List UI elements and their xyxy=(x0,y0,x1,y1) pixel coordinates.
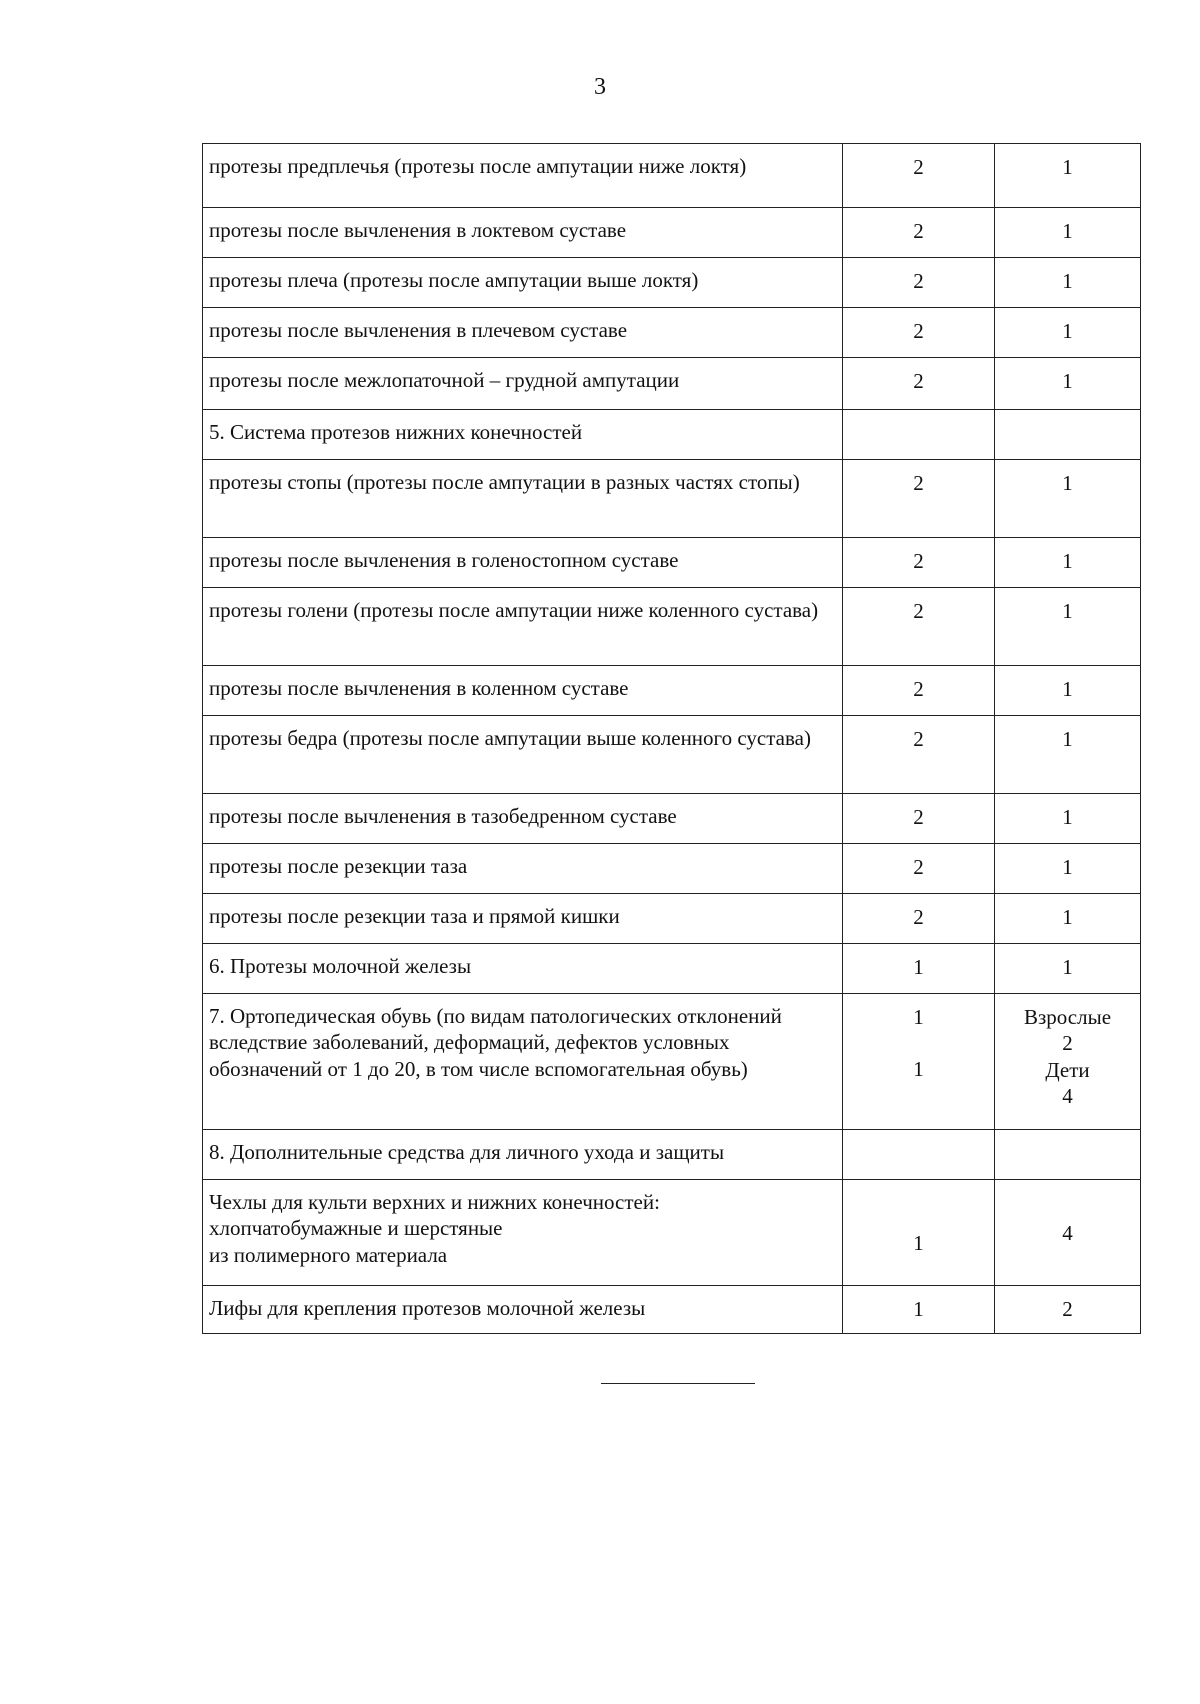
item-count-a: 2 xyxy=(843,844,995,894)
item-count-b: 1 xyxy=(995,716,1141,794)
item-count-b: 1 xyxy=(995,538,1141,588)
table-row xyxy=(203,794,1141,844)
table-row xyxy=(203,588,1141,666)
value-adults: 2 xyxy=(1062,1031,1073,1056)
item-count-b: 1 xyxy=(995,144,1141,208)
item-name: 5. Система протезов нижних конечностей xyxy=(203,410,843,460)
item-count-a: 2 xyxy=(843,538,995,588)
item-name: протезы предплечья (протезы после ампутации ниже локтя) xyxy=(203,144,843,208)
table-row xyxy=(203,258,1141,308)
table-row xyxy=(203,208,1141,258)
item-count-b: 1 xyxy=(995,666,1141,716)
item-name: протезы после вычленения в голеностопном суставе xyxy=(203,538,843,588)
table-row xyxy=(203,358,1141,410)
item-count-a: 2 xyxy=(843,588,995,666)
item-count-b: 1 xyxy=(995,894,1141,944)
value-children: 4 xyxy=(1062,1083,1073,1108)
item-count-b xyxy=(995,1130,1141,1180)
row-stump-covers xyxy=(203,1180,1141,1286)
item-count-b: 1 xyxy=(995,308,1141,358)
item-count-a: 2 xyxy=(843,258,995,308)
table-row xyxy=(203,844,1141,894)
section-heading: 8. Дополнительные средства для личного ухода и защиты xyxy=(203,1130,843,1180)
item-count-a: 2 xyxy=(843,208,995,258)
item-name: протезы голени (протезы после ампутации ниже коленного сустава) xyxy=(203,588,843,666)
item-name: протезы после вычленения в тазобедренном суставе xyxy=(203,794,843,844)
item-name: протезы после вычленения в локтевом суставе xyxy=(203,208,843,258)
table-row xyxy=(203,666,1141,716)
item-name: протезы плеча (протезы после ампутации выше локтя) xyxy=(203,258,843,308)
label-children: Дети xyxy=(1045,1057,1090,1082)
covers-line-2: хлопчатобумажные и шерстяные xyxy=(209,1216,503,1241)
item-count-b: 1 xyxy=(995,460,1141,538)
item-count-a: 2 xyxy=(843,308,995,358)
item-count-a: 2 xyxy=(843,358,995,410)
item-count-b: 1 xyxy=(995,844,1141,894)
page-number: 3 xyxy=(594,74,606,100)
table-row xyxy=(203,460,1141,538)
item-count-b xyxy=(995,410,1141,460)
table-row xyxy=(203,410,1141,460)
table-row xyxy=(203,716,1141,794)
item-name: Лифы для крепления протезов молочной железы xyxy=(203,1286,843,1334)
item-count-a: 1 xyxy=(843,1286,995,1334)
item-count-a xyxy=(843,994,995,1130)
item-name: протезы стопы (протезы после ампутации в разных частях стопы) xyxy=(203,460,843,538)
table-row xyxy=(203,144,1141,208)
row-section-8 xyxy=(203,1130,1141,1180)
item-name: 6. Протезы молочной железы xyxy=(203,944,843,994)
item-count-a: 2 xyxy=(843,666,995,716)
item-count-a xyxy=(843,1130,995,1180)
footer-rule xyxy=(601,1383,755,1384)
item-count-a: 2 xyxy=(843,144,995,208)
item-count-b: 1 xyxy=(995,944,1141,994)
item-count-a: 1 xyxy=(843,944,995,994)
item-count-a: 2 xyxy=(843,794,995,844)
rehabilitation-means-table xyxy=(202,143,1141,1334)
item-count-b: 1 xyxy=(995,358,1141,410)
item-name: протезы после резекции таза и прямой кишки xyxy=(203,894,843,944)
table-row xyxy=(203,308,1141,358)
table-row xyxy=(203,944,1141,994)
item-name: протезы после резекции таза xyxy=(203,844,843,894)
item-count-a xyxy=(843,410,995,460)
item-name xyxy=(203,1180,843,1286)
row-bras xyxy=(203,1286,1141,1334)
item-count-b: 2 xyxy=(995,1286,1141,1334)
item-count-b: 1 xyxy=(995,794,1141,844)
item-count-a: 2 xyxy=(843,716,995,794)
spacer xyxy=(849,1030,988,1056)
table-row xyxy=(203,538,1141,588)
item-count-b xyxy=(995,994,1141,1130)
item-count-a: 1 xyxy=(843,1180,995,1286)
item-count-a: 2 xyxy=(843,894,995,944)
item-count-b: 1 xyxy=(995,258,1141,308)
count-child: 1 xyxy=(913,1057,924,1082)
table-body xyxy=(203,144,1141,1334)
item-name: протезы после вычленения в коленном суставе xyxy=(203,666,843,716)
covers-line-1: Чехлы для культи верхних и нижних конечностей: xyxy=(209,1190,660,1214)
item-name: 7. Ортопедическая обувь (по видам патологических отклонений вследствие заболеваний, деформаций, дефектов условных обозначений от 1 до 20, в том числе вспомогательная обувь) xyxy=(203,994,843,1130)
item-name: протезы бедра (протезы после ампутации выше коленного сустава) xyxy=(203,716,843,794)
covers-line-3: из полимерного материала xyxy=(209,1242,448,1267)
table-row xyxy=(203,894,1141,944)
item-name: протезы после вычленения в плечевом суставе xyxy=(203,308,843,358)
item-name: протезы после межлопаточной – грудной ампутации xyxy=(203,358,843,410)
label-adults: Взрослые xyxy=(1023,1005,1112,1029)
item-count-a: 2 xyxy=(843,460,995,538)
item-count-b: 1 xyxy=(995,208,1141,258)
row-orthopedic-shoes xyxy=(203,994,1141,1130)
item-count-b: 4 xyxy=(995,1180,1141,1286)
item-count-b: 1 xyxy=(995,588,1141,666)
count-adult: 1 xyxy=(913,1005,924,1029)
